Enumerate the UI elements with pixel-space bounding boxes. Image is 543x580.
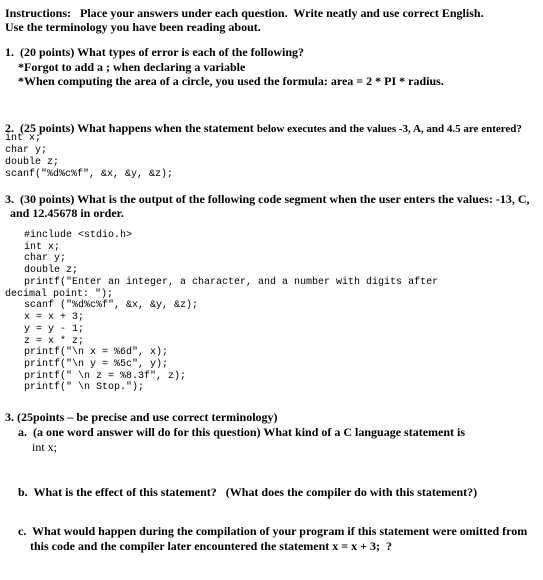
q3-heading-line-2: and 12.45678 in order.	[10, 206, 124, 220]
q4-a-line-1: a. (a one word answer will do for this question) What kind of a C language statement is	[18, 425, 466, 439]
q2-code-line-4: scanf("%d%c%f", &x, &y, &z);	[5, 169, 174, 180]
q3-heading-line-1: 3. (30 points) What is the output of the following code segment when the user enters the values: -13, C,	[5, 192, 530, 206]
q3-code-line-14: printf(" \n Stop.");	[24, 382, 145, 393]
q3-code-line-8: x = x + 3;	[24, 312, 85, 323]
q2-code-line-2: char y;	[5, 145, 48, 156]
q3-code-line-10: z = x * z;	[24, 336, 85, 347]
q4-heading: 3. (25points – be precise and use correct terminology)	[5, 410, 278, 424]
instructions-line-1: Instructions: Place your answers under each question. Write neatly and use correct English.	[5, 6, 484, 20]
instructions-line-2: Use the terminology you have been reading about.	[5, 20, 261, 34]
q1-item-2: *When computing the area of a circle, you used the formula: area = 2 * PI * radius.	[18, 74, 444, 88]
q1-heading: 1. (20 points) What types of error is each of the following?	[5, 45, 304, 59]
q2-heading-main: 2. (25 points) What happens when the statement	[5, 121, 257, 135]
q4-b: b. What is the effect of this statement? (What does the compiler do with this statement?)	[18, 485, 478, 499]
q3-code-line-3: char y;	[24, 253, 67, 264]
q3-code-line-6: decimal point: ");	[5, 289, 114, 300]
q3-code-line-7: scanf ("%d%c%f", &x, &y, &z);	[24, 300, 199, 311]
q3-code-line-2: int x;	[24, 242, 61, 253]
q4-c-line-2: this code and the compiler later encountered the statement x = x + 3; ?	[30, 539, 392, 553]
q2-code-line-3: double z;	[5, 157, 60, 168]
q3-code-line-5: printf("Enter an integer, a character, and a number with digits after	[24, 277, 439, 288]
q3-code-line-9: y = y - 1;	[24, 324, 85, 335]
q1-item-1: *Forgot to add a ; when declaring a variable	[18, 60, 246, 74]
q3-code-line-12: printf("\n y = %5c", y);	[24, 359, 169, 370]
q3-code-line-13: printf(" \n z = %8.3f", z);	[24, 371, 187, 382]
q4-c-line-1: c. What would happen during the compilation of your program if this statement were omitted from	[18, 524, 528, 538]
q3-code-line-11: printf("\n x = %6d", x);	[24, 347, 169, 358]
q2-heading-small: below executes and the values -3, A, and 4.5 are entered?	[256, 123, 522, 135]
q3-code-line-4: double z;	[24, 265, 79, 276]
q4-a-line-2: int x;	[32, 440, 58, 454]
q2-code-line-1: int x;	[5, 133, 42, 144]
q3-code-line-1: #include <stdio.h>	[24, 230, 133, 241]
q2-heading	[5, 119, 522, 137]
